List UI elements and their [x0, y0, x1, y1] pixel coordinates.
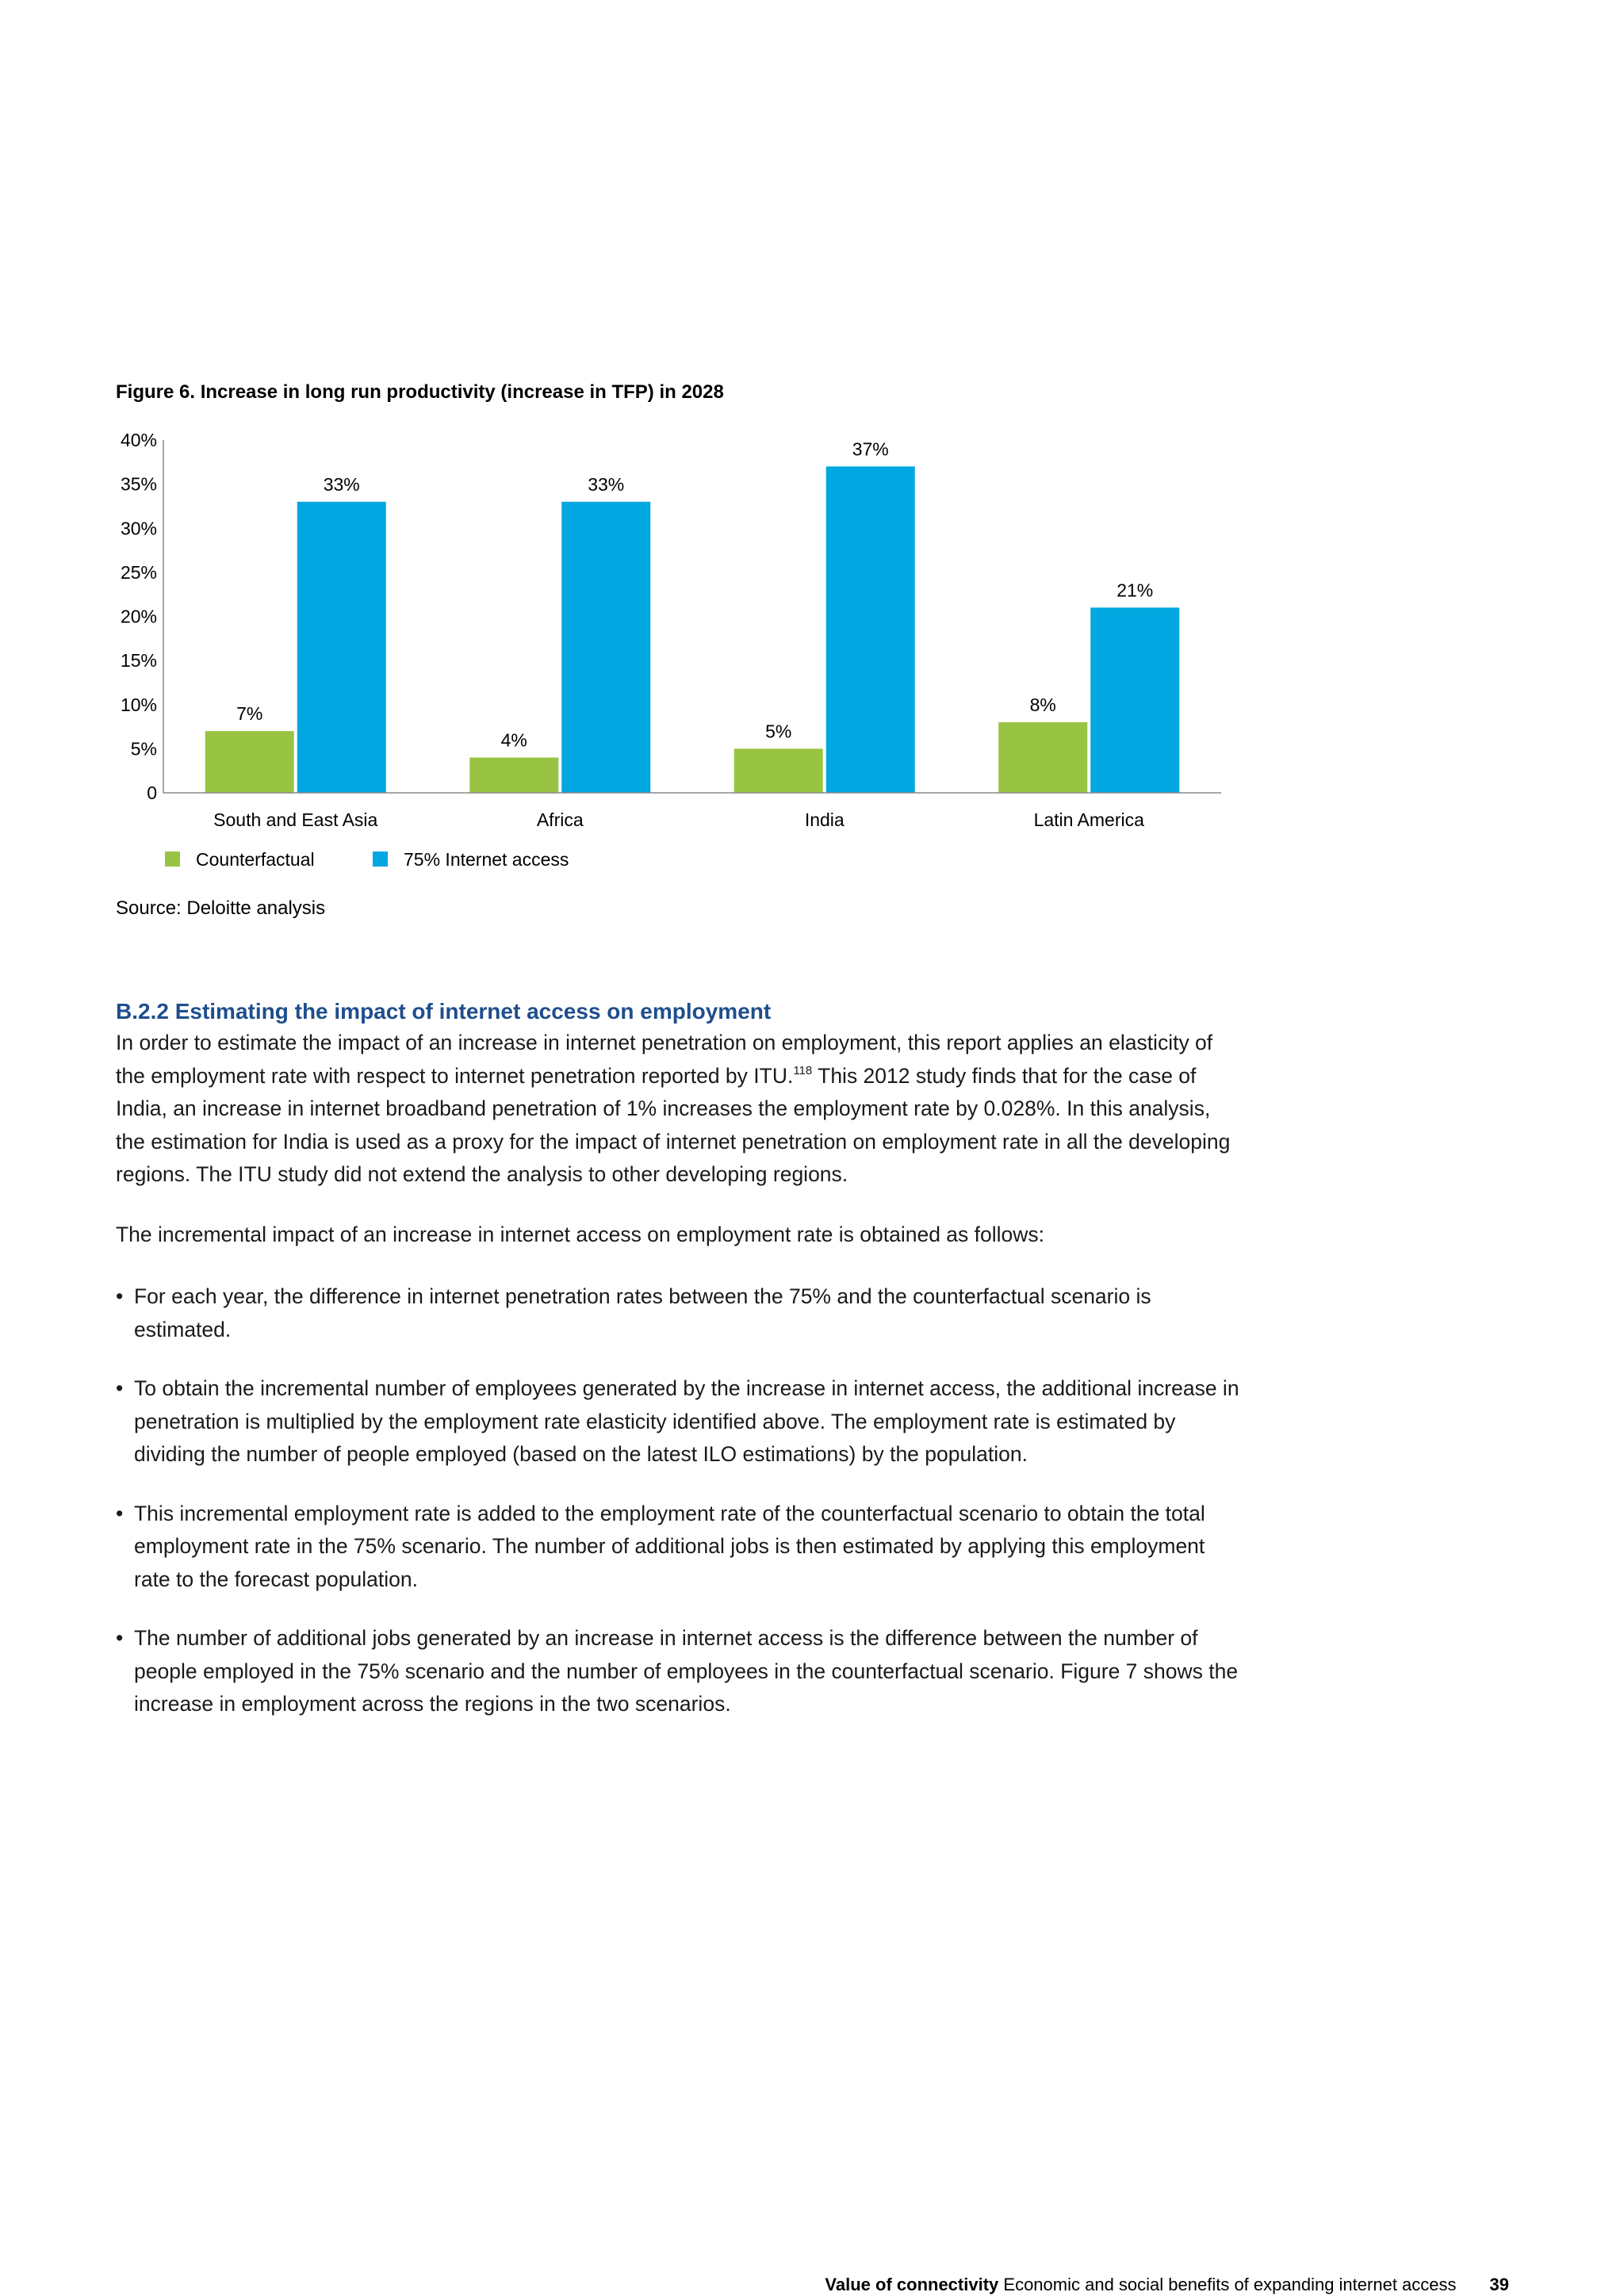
- legend: [165, 849, 569, 870]
- page-footer: [825, 2275, 1509, 2295]
- bullet-text: The number of additional jobs generated by an increase in internet access is the difference between the number of people employed in the 75% scenario and the number of employees in the counterfactual scenario. Figure 7 shows the increase in employment across the regions in the two scenarios.: [134, 1626, 1239, 1716]
- bullet-text: For each year, the difference in internet penetration rates between the 75% and the counterfactual scenario is estimated.: [134, 1284, 1151, 1341]
- bullet-item: [116, 1372, 1242, 1471]
- footer-subtitle: Economic and social benefits of expanding internet access: [1003, 2275, 1457, 2294]
- y-tick-label: 20%: [120, 606, 157, 627]
- y-tick-label: 10%: [120, 694, 157, 715]
- bar: [734, 748, 823, 793]
- method-bullet-list: [116, 1280, 1242, 1747]
- y-tick-label: 35%: [120, 473, 157, 495]
- paragraph-text: This 2012 study finds that for the case of India, an increase in internet broadband penetration of 1% increases the employment rate by 0.028%. In this analysis, the estimation for India is used as a proxy for the impact of internet penetration on employment rate in all the developing regions. The ITU study did not extend the analysis to other developing regions.: [116, 1063, 1231, 1186]
- bullet-icon: •: [116, 1376, 124, 1400]
- bullet-text: This incremental employment rate is added to the employment rate of the counterfactual scenario to obtain the total employment rate in the 75% scenario. The number of additional jobs is then estimated by applying this employment rate to the forecast population.: [134, 1501, 1205, 1591]
- x-axis: [163, 793, 1221, 830]
- bar: [826, 466, 915, 793]
- x-tick-label: India: [804, 809, 845, 830]
- y-tick-label: 30%: [120, 518, 157, 539]
- bar: [205, 731, 294, 793]
- bars: [205, 438, 1180, 793]
- paragraph-text: In order to estimate the impact of an increase in internet penetration on employment, this report applies an elasticity of the employment rate with respect to internet penetration reported by ITU.: [116, 1031, 1213, 1088]
- bullet-item: [116, 1498, 1242, 1597]
- bullet-text: To obtain the incremental number of employees generated by the increase in internet access, the additional increase in penetration is multiplied by the employment rate elasticity identified above. The employment rate is estimated by dividing the number of people employed (based on the latest ILO estimations) by the population.: [134, 1376, 1239, 1466]
- x-tick-label: South and East Asia: [213, 809, 378, 830]
- legend-label: Counterfactual: [196, 849, 315, 870]
- y-tick-label: 5%: [130, 738, 157, 760]
- bar-value-label: 8%: [1029, 695, 1056, 715]
- bar: [469, 758, 558, 794]
- figure-title: Figure 6. Increase in long run productivity (increase in TFP) in 2028: [116, 381, 724, 403]
- y-tick-label: 40%: [120, 430, 157, 450]
- bar: [1090, 607, 1179, 793]
- legend-label: 75% Internet access: [404, 849, 569, 870]
- page-number: 39: [1489, 2275, 1509, 2294]
- bar-value-label: 4%: [500, 729, 527, 751]
- paragraph-method-intro: The incremental impact of an increase in internet access on employment rate is obtained as follows:: [116, 1223, 1045, 1246]
- bullet-icon: •: [116, 1501, 124, 1525]
- footnote-ref: 118: [793, 1063, 813, 1077]
- y-tick-label: 0: [147, 783, 157, 803]
- bar-value-label: 21%: [1116, 580, 1154, 601]
- bar-value-label: 7%: [236, 703, 263, 725]
- bar-value-label: 33%: [588, 473, 625, 495]
- y-tick-label: 25%: [120, 561, 157, 583]
- bullet-item: [116, 1622, 1242, 1721]
- bar-chart: [0, 0, 1624, 888]
- figure-source: Source: Deloitte analysis: [116, 897, 326, 919]
- x-tick-label: Africa: [536, 809, 584, 830]
- bar-value-label: 33%: [323, 473, 360, 495]
- legend-swatch: [165, 851, 180, 867]
- bar: [297, 502, 386, 793]
- bullet-item: [116, 1280, 1242, 1346]
- bar: [561, 502, 650, 793]
- bullet-icon: •: [116, 1284, 124, 1308]
- bar-value-label: 37%: [852, 438, 889, 460]
- y-axis: [121, 430, 163, 803]
- bar-value-label: 5%: [765, 721, 792, 742]
- section-heading: B.2.2 Estimating the impact of internet access on employment: [116, 999, 772, 1024]
- bar: [998, 722, 1087, 793]
- bullet-icon: •: [116, 1626, 124, 1650]
- legend-swatch: [373, 851, 388, 867]
- x-tick-label: Latin America: [1033, 809, 1144, 830]
- y-tick-label: 15%: [120, 650, 157, 672]
- footer-brand: Value of connectivity: [825, 2275, 999, 2294]
- paragraph-elasticity: [116, 1027, 1242, 1192]
